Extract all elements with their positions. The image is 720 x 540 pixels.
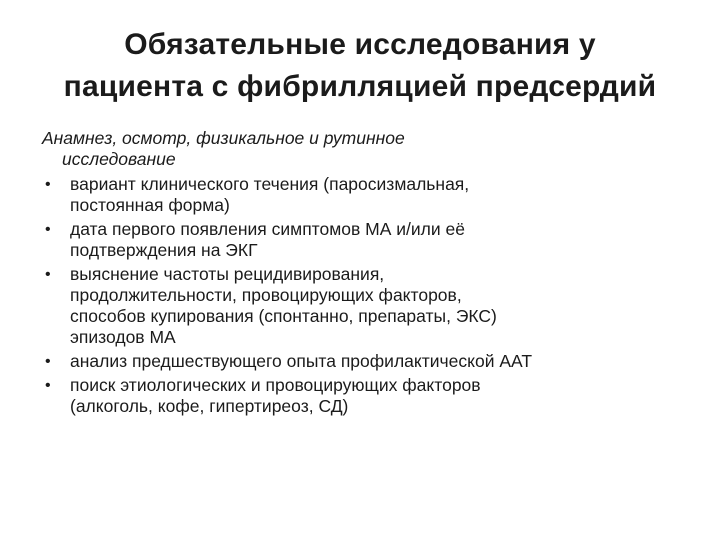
list-item-line: выяснение частоты рецидивирования,: [70, 264, 385, 284]
bullet-icon: •: [45, 221, 51, 238]
list-item-line: дата первого появления симптомов МА и/или её: [70, 219, 465, 239]
list-item: [36, 375, 696, 417]
list-item-line: продолжительности, провоцирующих факторов,: [70, 285, 462, 305]
slide-title-line: пациента с фибрилляцией предсердий: [63, 70, 657, 103]
bullet-list: [36, 174, 696, 417]
list-item-line: поиск этиологических и провоцирующих факторов: [70, 375, 481, 395]
intro-text: [36, 128, 696, 170]
intro-line: исследование: [62, 149, 176, 169]
list-item-line: (алкоголь, кофе, гипертиреоз, СД): [70, 396, 349, 416]
intro-line: Анамнез, осмотр, физикальное и рутинное: [42, 128, 405, 148]
list-item-line: постоянная форма): [70, 195, 230, 215]
slide-content: [36, 128, 696, 420]
list-item: [36, 174, 696, 216]
bullet-icon: •: [45, 266, 51, 283]
list-item: [36, 264, 696, 348]
bullet-icon: •: [45, 353, 51, 370]
bullet-icon: •: [45, 377, 51, 394]
list-item-line: способов купирования (спонтанно, препараты, ЭКС): [70, 306, 497, 326]
list-item: [36, 219, 696, 261]
slide-title: [0, 24, 720, 108]
list-item-line: анализ предшествующего опыта профилактической ААТ: [70, 351, 533, 371]
list-item-line: эпизодов МА: [70, 327, 176, 347]
list-item-line: подтверждения на ЭКГ: [70, 240, 258, 260]
list-item: [36, 351, 696, 372]
bullet-icon: •: [45, 176, 51, 193]
slide-title-line: Обязательные исследования у: [124, 28, 596, 61]
list-item-line: вариант клинического течения (паросизмальная,: [70, 174, 470, 194]
